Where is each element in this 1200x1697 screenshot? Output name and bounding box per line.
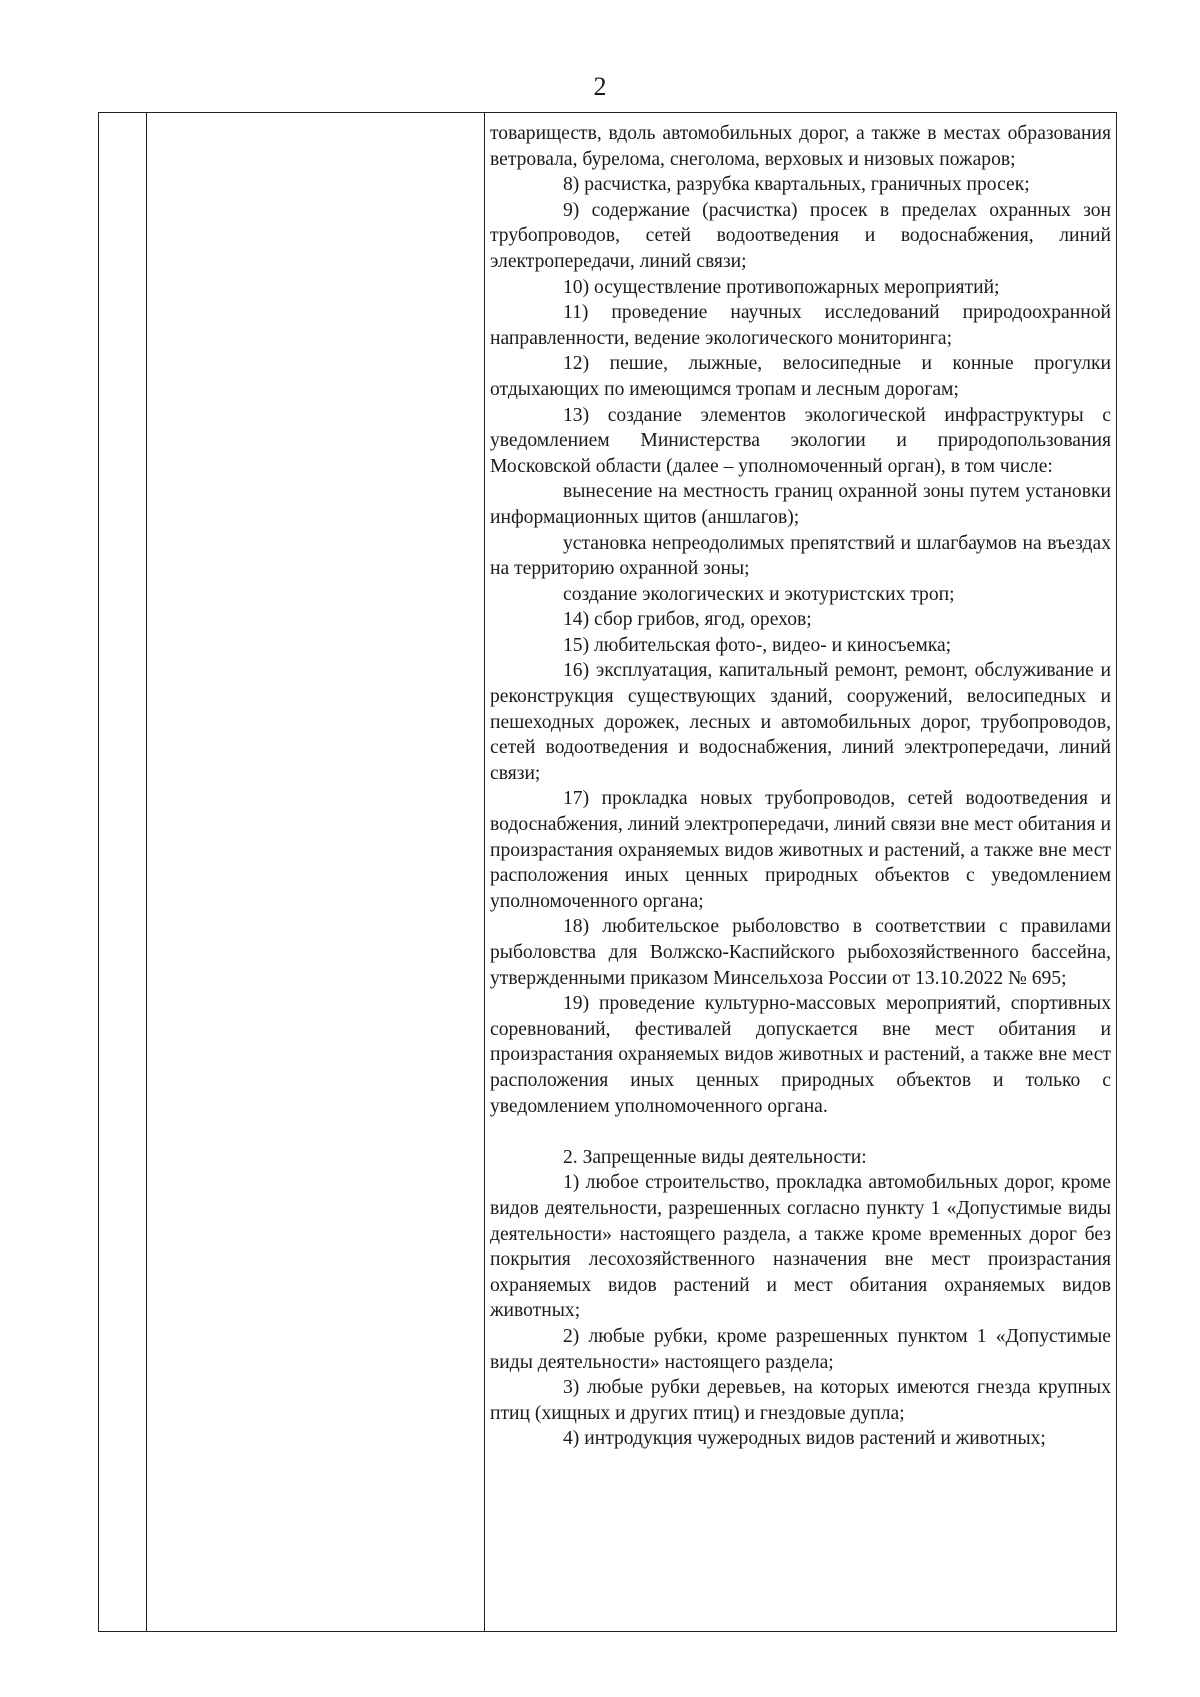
document-table [98,112,1117,1632]
paragraph: 18) любительское рыболовство в соответствии с правилами рыболовства для Волжско-Каспийского рыбохозяйственного бассейна, утвержденными приказом Минсельхоза России от 13.10.2022 № 695; [490,916,1111,989]
table-text-cell [490,121,1111,1452]
table-column-divider [146,113,147,1631]
paragraph: 13) создание элементов экологической инфраструктуры с уведомлением Министерства экологии и природопользования Московской области (далее – уполномоченный орган), в том числе: [490,404,1111,477]
page-number: 2 [593,72,607,101]
paragraph: вынесение на местность границ охранной зоны путем установки информационных щитов (аншлагов); [490,481,1111,528]
table-column-divider [484,113,485,1631]
paragraph: создание экологических и экотуристских троп; [563,583,955,605]
paragraph: 14) сбор грибов, ягод, орехов; [563,609,812,631]
paragraph: товариществ, вдоль автомобильных дорог, а также в местах образования ветровала, бурелома, снеголома, верховых и низовых пожаров; [490,123,1111,170]
paragraph: 3) любые рубки деревьев, на которых имеются гнезда крупных птиц (хищных и других птиц) и гнездовые дупла; [490,1377,1111,1424]
paragraph: 10) осуществление противопожарных мероприятий; [563,276,1000,298]
paragraph: 2) любые рубки, кроме разрешенных пунктом 1 «Допустимые виды деятельности» настоящего раздела; [490,1325,1111,1373]
blank-line [490,1119,1111,1145]
paragraph: 12) пешие, лыжные, велосипедные и конные прогулки отдыхающих по имеющимся тропам и лесным дорогам; [490,353,1111,400]
paragraph: 8) расчистка, разрубка квартальных, граничных просек; [563,174,1030,196]
paragraph: установка непреодолимых препятствий и шлагбаумов на въездах на территорию охранной зоны; [490,532,1111,580]
paragraph: 16) эксплуатация, капитальный ремонт, ремонт, обслуживание и реконструкция существующих зданий, сооружений, велосипедных и пешеходных дорожек, лесных и автомобильных дорог, трубопроводов, сетей водоотведения и водоснабжения, линий электропередачи, линий связи; [490,660,1111,784]
paragraph: 19) проведение культурно-массовых мероприятий, спортивных соревнований, фестивалей допускается вне мест обитания и произрастания охраняемых видов животных и растений, а также вне мест расположения иных ценных природных объектов и только с уведомлением уполномоченного органа. [490,993,1111,1117]
paragraph: 15) любительская фото-, видео- и киносъемка; [563,634,952,656]
paragraph: 17) прокладка новых трубопроводов, сетей водоотведения и водоснабжения, линий электропередачи, линий связи вне мест обитания и произрастания охраняемых видов животных и растений, а также вне мест расположения иных ценных природных объектов с уведомлением уполномоченного органа; [490,788,1111,912]
paragraph: 2. Запрещенные виды деятельности: [563,1146,867,1168]
paragraph: 11) проведение научных исследований природоохранной направленности, ведение экологического мониторинга; [490,302,1111,349]
paragraph: 1) любое строительство, прокладка автомобильных дорог, кроме видов деятельности, разрешенных согласно пункту 1 «Допустимые виды деятельности» настоящего раздела, а также кроме временных дорог без покрытия лесохозяйственного назначения вне мест произрастания охраняемых видов растений и мест обитания охраняемых видов животных; [490,1172,1111,1322]
paragraph: 4) интродукция чужеродных видов растений и животных; [563,1428,1046,1450]
paragraph: 9) содержание (расчистка) просек в пределах охранных зон трубопроводов, сетей водоотведения и водоснабжения, линий электропередачи, линий связи; [490,199,1111,272]
